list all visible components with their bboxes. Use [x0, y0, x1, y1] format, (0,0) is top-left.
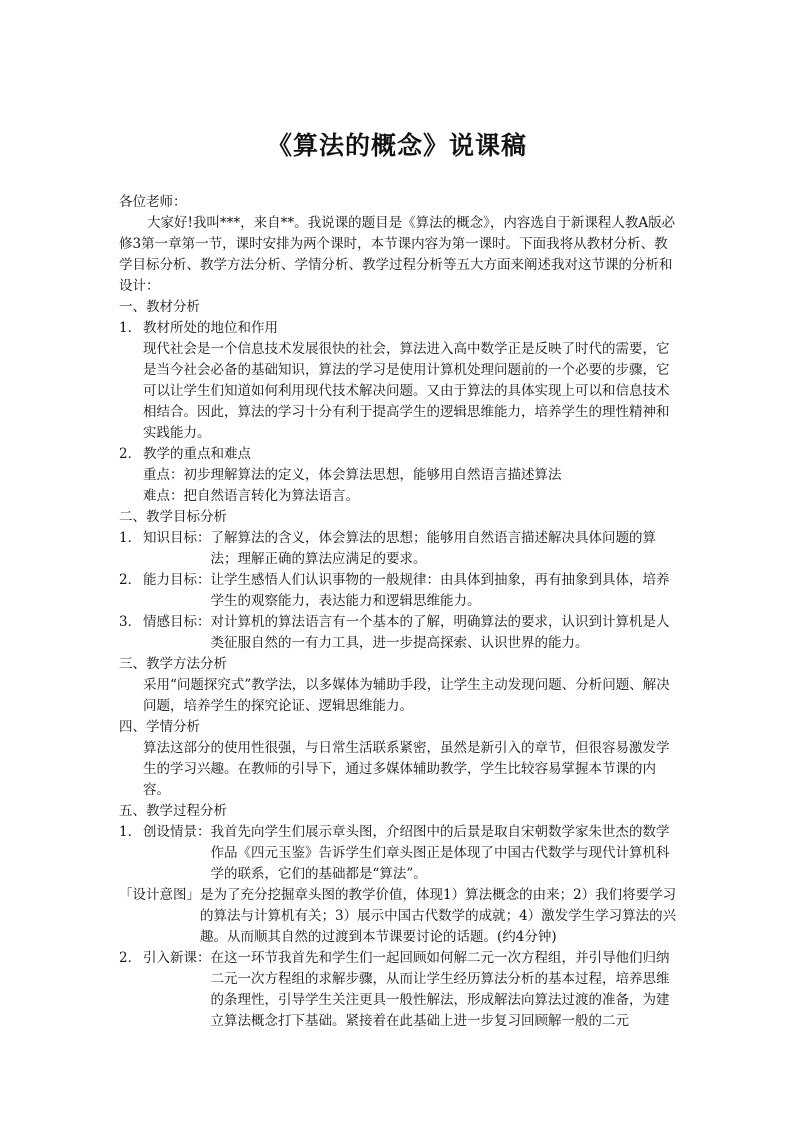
section1-item1-body: 现代社会是一个信息技术发展很快的社会，算法进入高中数学正是反映了时代的需要，它是当今社会必备的基础知识，算法的学习是使用计算机处理问题前的一个必要的步骤，它可以让学生们知道如何利用现代技术解决问题。又由于算法的具体实现上可以和信息技术相结合。因此，算法的学习十分有利于提高学生的逻辑思维能力，培养学生的理性精神和实践能力。: [143, 341, 670, 441]
goal-text: 让学生感悟人们认识事物的一般规律：由具体到抽象，再有抽象到具体，培养学生的观察能力，表达能力和逻辑思维能力。: [210, 572, 670, 609]
section-heading-2: 二、教学目标分析: [119, 509, 227, 525]
goal-label: 情感目标：: [143, 614, 211, 630]
section-heading-3: 三、教学方法分析: [119, 656, 227, 672]
key-point: 重点：初步理解算法的定义，体会算法思想，能够用自然语言描述算法: [143, 467, 562, 483]
intro-paragraph: 大家好!我叫***，来自**。我说课的题目是《算法的概念》，内容选自于新课程人教A版必修3第一章第一节，课时安排为两个课时，本节课内容为第一课时。下面我将从教材分析、教学目标分析、教学方法分析、学情分析、教学过程分析等五大方面来阐述我对这节课的分析和设计：: [119, 215, 676, 294]
document-title: 《算法的概念》说课稿: [266, 131, 527, 160]
section-heading-5: 五、教学过程分析: [119, 803, 227, 819]
item-number: 2．: [119, 446, 142, 462]
item-number: 2．: [119, 950, 142, 966]
goal-label: 能力目标：: [143, 572, 211, 588]
design-intent: [119, 885, 679, 948]
greeting: 各位老师：: [119, 194, 187, 210]
section1-item1-title: [119, 318, 679, 339]
item-title: 教材所处的地位和作用: [143, 320, 278, 336]
section3-body: 采用“问题探究式”教学法，以多媒体为辅助手段，让学生主动发现问题、分析问题、解决问题，培养学生的探究论证、逻辑思维能力。: [143, 677, 670, 714]
process-scenario: [119, 822, 679, 885]
section-heading-1: 一、教材分析: [119, 299, 200, 315]
goal-ability: [119, 570, 679, 612]
process-label: 引入新课：: [143, 950, 211, 966]
item-number: 3．: [119, 614, 142, 630]
design-intent-text: 是为了充分挖掘章头图的教学价值，体现1）算法概念的由来；2）我们将要学习的算法与计算机有关；3）展示中国古代数学的成就；4）激发学生学习算法的兴趣。从而顺其自然的过渡到本节课要讨论的话题。(约4分钟): [200, 887, 677, 945]
difficult-point: 难点：把自然语言转化为算法语言。: [143, 488, 359, 504]
goal-knowledge: [119, 528, 679, 570]
item-number: 1．: [119, 530, 142, 546]
section-heading-4: 四、学情分析: [119, 719, 200, 735]
item-title: 教学的重点和难点: [143, 446, 251, 462]
process-new-lesson: [119, 948, 679, 1032]
document-body: [119, 192, 679, 1032]
item-number: 2．: [119, 572, 142, 588]
item-number: 1．: [119, 824, 142, 840]
design-intent-label: 「设计意图」: [119, 887, 200, 903]
process-text: 在这一环节我首先和学生们一起回顾如何解二元一次方程组，并引导他们归纳二元一次方程组的求解步骤，从而让学生经历算法分析的基本过程，培养思维的条理性，引导学生关注更具一般性解法，形成解法向算法过渡的准备，为建立算法概念打下基础。紧接着在此基础上进一步复习回顾解一般的二元: [210, 950, 670, 1029]
item-number: 1．: [119, 320, 142, 336]
goal-text: 对计算机的算法语言有一个基本的了解，明确算法的要求，认识到计算机是人类征服自然的一有力工具，进一步提高探索、认识世界的能力。: [210, 614, 670, 651]
goal-label: 知识目标：: [143, 530, 211, 546]
goal-emotion: [119, 612, 679, 654]
section1-item2-title: [119, 444, 679, 465]
section4-body: 算法这部分的使用性很强，与日常生活联系紧密，虽然是新引入的章节，但很容易激发学生的学习兴趣。在教师的引导下，通过多媒体辅助教学，学生比较容易掌握本节课的内容。: [143, 740, 670, 798]
goal-text: 了解算法的含义，体会算法的思想；能够用自然语言描述解决具体问题的算法；理解正确的算法应满足的要求。: [210, 530, 656, 567]
process-label: 创设情景：: [143, 824, 211, 840]
process-text: 我首先向学生们展示章头图，介绍图中的后景是取自宋朝数学家朱世杰的数学作品《四元玉鉴》告诉学生们章头图正是体现了中国古代数学与现代计算机科学的联系，它们的基础都是“算法”。: [210, 824, 670, 882]
